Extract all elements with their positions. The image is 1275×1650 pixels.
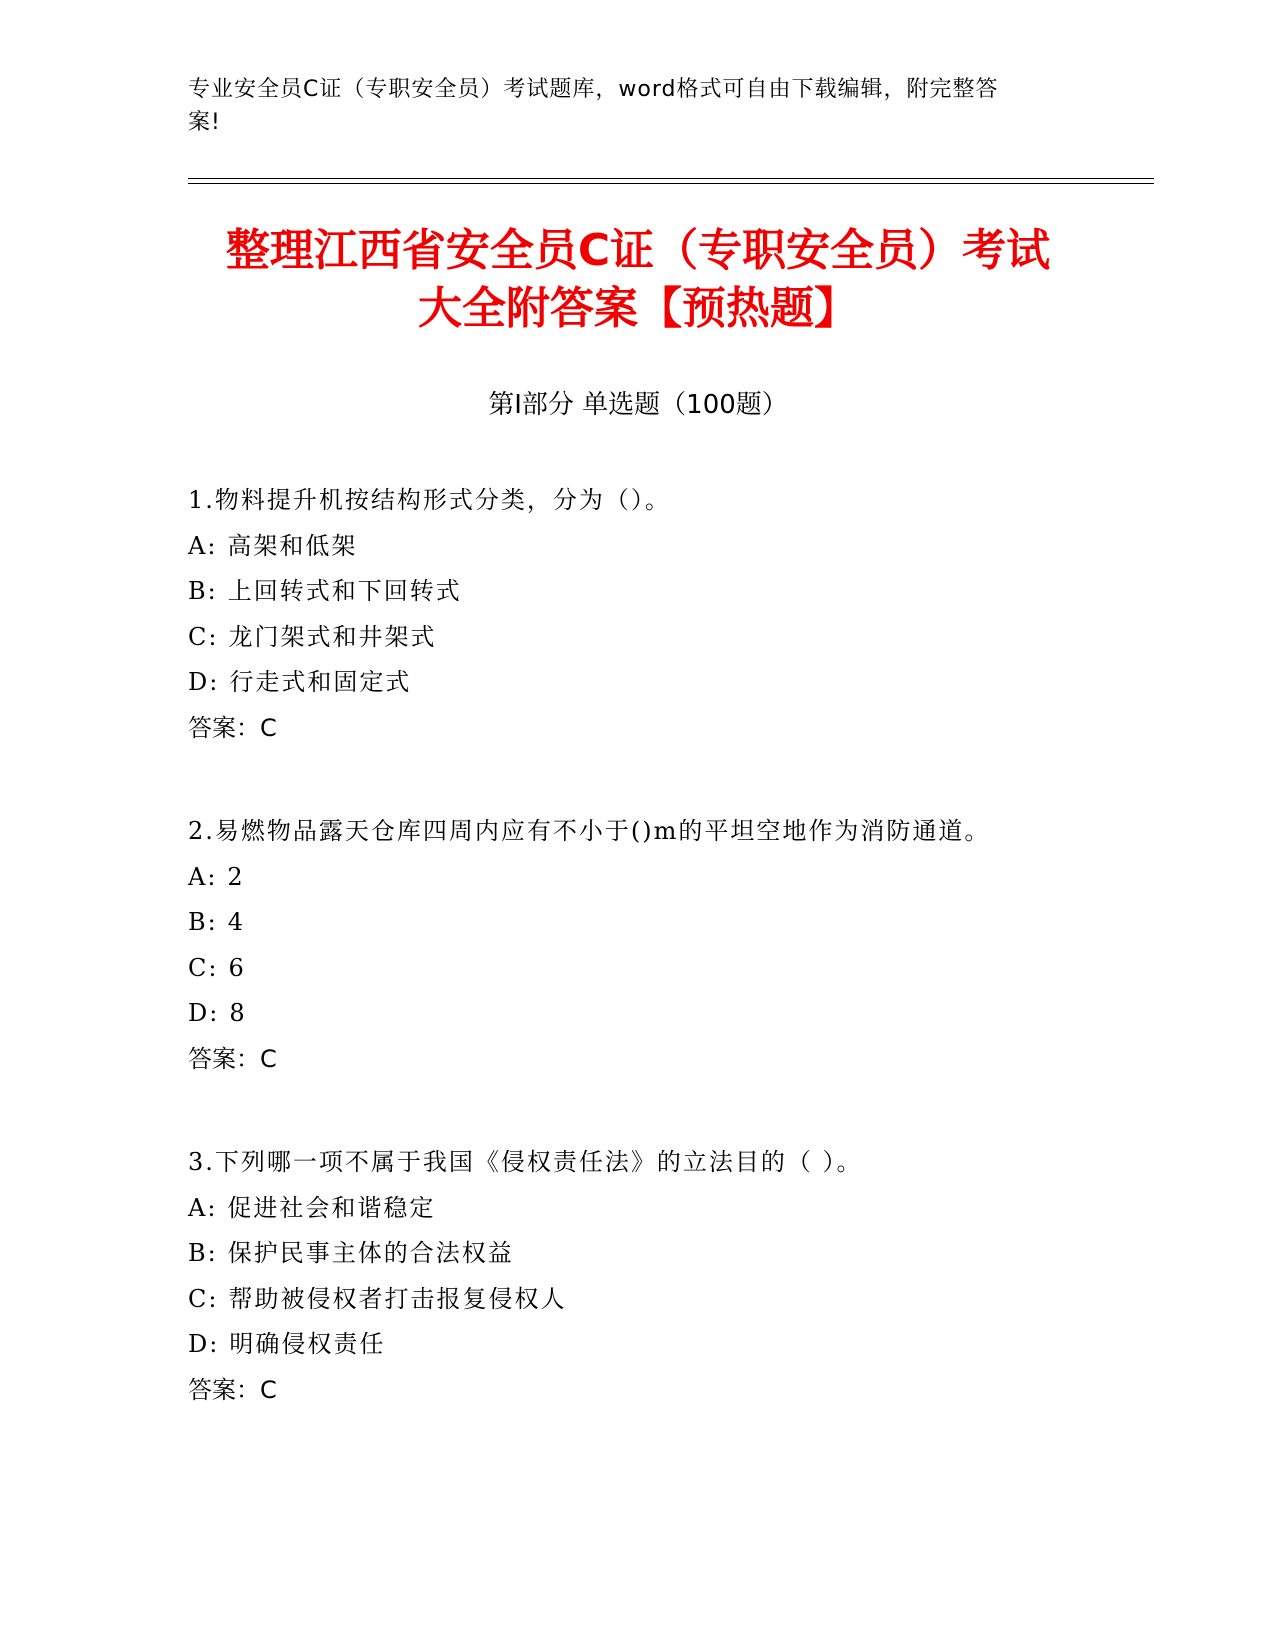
option-label: C: xyxy=(188,622,219,651)
question-stem: 1.物料提升机按结构形式分类，分为（）。 xyxy=(188,486,671,514)
option-text: 保护民事主体的合法权益 xyxy=(227,1239,514,1267)
option-text: 2 xyxy=(227,862,245,891)
option-label: A: xyxy=(188,531,218,560)
option-b xyxy=(188,569,1168,615)
document-title xyxy=(188,222,1088,338)
option-label: B: xyxy=(188,1239,218,1267)
option-c xyxy=(188,1277,1168,1323)
option-a xyxy=(188,855,1168,901)
answer-line: 答案：C xyxy=(188,1375,277,1404)
option-c xyxy=(188,615,1168,661)
intro-line-2: 案! xyxy=(188,110,221,135)
option-text: 上回转式和下回转式 xyxy=(227,577,462,605)
question-3 xyxy=(188,1140,1168,1413)
option-label: D: xyxy=(188,1330,220,1358)
question-list xyxy=(188,478,1168,1471)
option-text: 8 xyxy=(229,999,247,1027)
option-label: C: xyxy=(188,953,219,982)
option-text: 高架和低架 xyxy=(227,531,358,560)
option-a xyxy=(188,1186,1168,1232)
option-label: D: xyxy=(188,668,220,696)
title-line-1: 整理江西省安全员C证（专职安全员）考试 xyxy=(225,225,1051,276)
option-label: B: xyxy=(188,908,218,936)
intro-text xyxy=(188,73,1078,139)
option-label: C: xyxy=(188,1284,219,1313)
answer-line: 答案：C xyxy=(188,1044,277,1073)
option-text: 明确侵权责任 xyxy=(229,1330,386,1358)
question-stem: 3.下列哪一项不属于我国《侵权责任法》的立法目的（ ）。 xyxy=(188,1148,863,1176)
question-stem: 2.易燃物品露天仓库四周内应有不小于()m的平坦空地作为消防通道。 xyxy=(188,817,991,845)
option-label: A: xyxy=(188,862,218,891)
option-text: 帮助被侵权者打击报复侵权人 xyxy=(228,1284,567,1313)
option-label: A: xyxy=(188,1193,218,1222)
option-text: 促进社会和谐稳定 xyxy=(227,1193,436,1222)
option-text: 4 xyxy=(227,908,246,936)
option-d xyxy=(188,991,1168,1037)
answer-line: 答案：C xyxy=(188,713,277,742)
option-text: 6 xyxy=(228,953,246,982)
question-1 xyxy=(188,478,1168,751)
option-text: 龙门架式和井架式 xyxy=(228,622,437,651)
question-2 xyxy=(188,809,1168,1082)
option-b xyxy=(188,1231,1168,1277)
option-a xyxy=(188,524,1168,570)
option-c xyxy=(188,946,1168,992)
section-heading: 第Ⅰ部分 单选题（100题） xyxy=(488,390,788,420)
option-d xyxy=(188,1322,1168,1368)
option-b xyxy=(188,900,1168,946)
option-label: D: xyxy=(188,999,220,1027)
option-text: 行走式和固定式 xyxy=(229,668,412,696)
divider-line-top xyxy=(188,178,1154,179)
intro-line-1: 专业安全员C证（专职安全员）考试题库，word格式可自由下载编辑，附完整答 xyxy=(188,77,999,102)
option-label: B: xyxy=(188,577,218,605)
divider-line-bottom xyxy=(188,183,1154,184)
title-line-2: 大全附答案【预热题】 xyxy=(418,283,858,334)
option-d xyxy=(188,660,1168,706)
